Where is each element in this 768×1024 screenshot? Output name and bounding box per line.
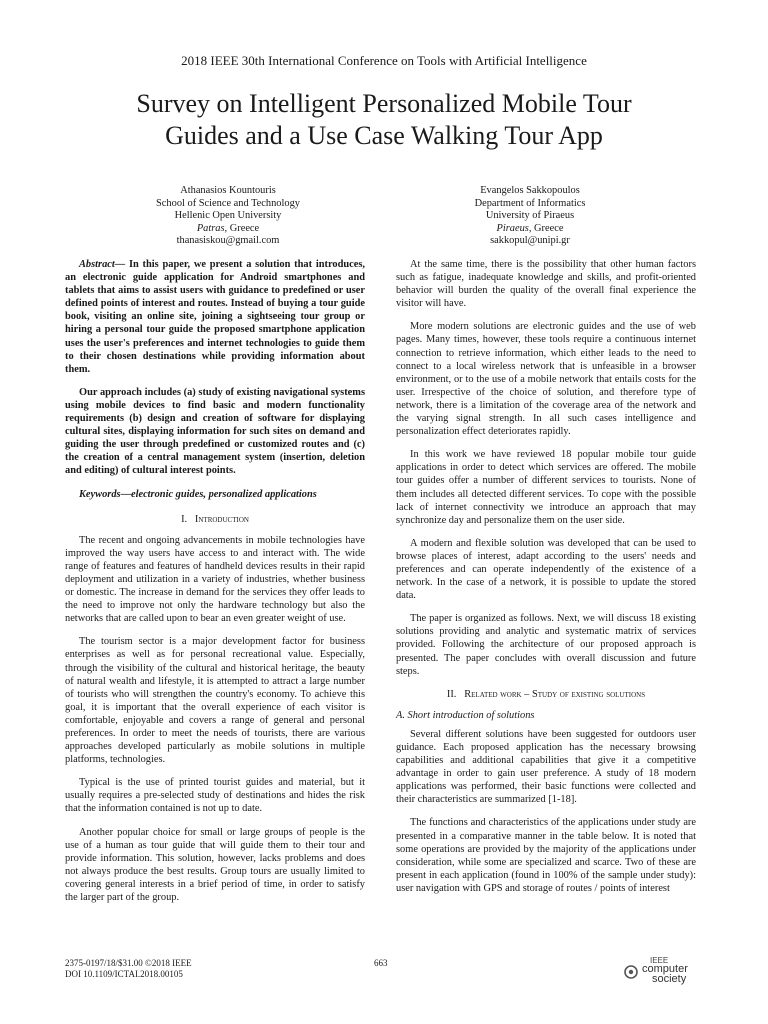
body-paragraph: The recent and ongoing advancements in mobile technologies have improved the way users have access to and interact with. The wide range of features and features of handheld devices results in their rapid deployment and utilization in a variety of industries, whether business or domestic. The increase in demand for the services they offer leads to the need to improve not only the hardware technology but also the networks that are called upon to bear an even greater weight of use. (65, 534, 365, 625)
author-school: Department of Informatics (474, 197, 586, 209)
author-location (430, 223, 630, 236)
author-country: , Greece (528, 222, 564, 234)
footer-doi: DOI 10.1109/ICTAI.2018.00105 (65, 969, 183, 979)
author-block-2 (430, 185, 630, 248)
author-city: Piraeus (496, 222, 529, 234)
computer-society-logo (622, 956, 702, 984)
body-paragraph: A modern and flexible solution was developed that can be used to browse places of interest, adapt according to the users' needs and preferences and can operate independently of the existence of a network. In the case of a network, it is possible to update the stored data. (396, 537, 696, 602)
author-email: thanasiskou@gmail.com (176, 235, 280, 247)
conference-header: 2018 IEEE 30th International Conference on Tools with Artificial Intelligence (181, 53, 587, 68)
author-university: University of Piraeus (485, 210, 575, 222)
author-country: , Greece (224, 222, 260, 234)
author-city: Patras (196, 222, 225, 234)
abstract-paragraph-1 (65, 258, 365, 376)
logo-ieee-text: IEEE (650, 956, 669, 965)
author-name: Evangelos Sakkopoulos (480, 185, 580, 196)
author-name: Athanasios Kountouris (180, 185, 276, 196)
keywords: Keywords—electronic guides, personalized applications (79, 488, 317, 500)
right-column (396, 258, 696, 905)
body-paragraph: In this work we have reviewed 18 popular mobile tour guide applications in order to detect which services are offered. The mobile tour guides offer a number of different services to tourists. None of them includes all detected different services. To cope with the possible lack of internet connectivity we introduce an approach that may synchronize day and personalize them on the user side. (396, 449, 696, 526)
section-title: Related work – Study of existing solutions (464, 688, 646, 700)
body-paragraph: Another popular choice for small or large groups of people is the use of a human as tour guide that will guide them to their tour and provide information. This solution, however, lacks problems and does not always produce the best results. Group tours are usually limited to covering general interests in a brief period of time, in order to satisfy the larger part of the group. (65, 826, 365, 904)
body-paragraph: Several different solutions have been suggested for outdoors user guidance. Each proposed application has the necessary browsing capabilities and additional capabilities that give it a competitive advantage in order to gain user preference. A study of 18 modern applications was performed, their basic functions were collected and their characteristics are summarized [1-18]. (396, 728, 696, 806)
footer-issn: 2375-0197/18/$31.00 ©2018 IEEE (65, 958, 192, 968)
body-paragraph: The paper is organized as follows. Next, we will discuss 18 existing solutions providing and analytic and systematic matrix of services provided. Following the architecture of our proposed approach is presented. The paper concludes with overall discussion and future steps. (396, 613, 696, 677)
abstract-paragraph-2: Our approach includes (a) study of existing navigational systems using mobile devices to find basic and modern functionality requirements (b) design and creation of software for displaying cultural sites, displaying information for such sites on demand and guiding the user through predefined or customized routes and (c) the creation of a central management system (insertion, deletion and editing) of cultural interest points. (65, 386, 365, 477)
section-heading-introduction (65, 513, 365, 526)
logo-text-line-2: society (652, 973, 687, 985)
title-line-2: Guides and a Use Case Walking Tour App (165, 121, 603, 150)
page-number: 663 (374, 958, 388, 968)
abstract-text: In this paper, we present a solution that introduces, an electronic guide application for Android smartphones and tablets that aims to assist users with guidance to predefined or user defined points of interest and routes. Instead of buying a tour guide book, visiting an online site, joining a sightseeing tour group or hiring a personal tour guide the proposed smartphone application uses the user's preferences and internet technologies to guide them to their chosen destinations while providing information about them. (65, 259, 365, 375)
computer-society-mark-icon (624, 965, 638, 979)
footer-copyright (65, 958, 192, 980)
paper-title (60, 88, 708, 152)
author-block-1 (128, 185, 328, 248)
section-number: I. (181, 513, 188, 525)
subsection-heading: A. Short introduction of solutions (396, 709, 535, 721)
title-line-1: Survey on Intelligent Personalized Mobile Tour (136, 89, 632, 118)
body-paragraph: The tourism sector is a major development factor for business enterprises as well as for personal recreational value. Especially, through the visibility of the cultural and historical heritage, the beauty of natural wealth and lifestyle, it is attempted to attract a large number of tourists who will strengthen the country's economy. To achieve this goal, it is important that the overall experience of each visitor is comfortable, enjoyable and covers a range of general and personal preferences. In order to meet the needs of tourists, there are various approaches developed particularly as mobile solutions in multiple platforms, technologies. (65, 636, 365, 766)
left-column (65, 258, 365, 914)
section-title: Introduction (194, 513, 249, 525)
author-location (128, 223, 328, 236)
body-paragraph: More modern solutions are electronic guides and the use of web pages. Many times, however, these tools require a continuous internet connection to retrieve information, which either leads to the need to connect to a local wireless network that is unfeasible in a browser environment, or to the use of a mobile network that entails costs for the user. Irrespective of the choice of solution, and therefore type of network, there is a limitation of the coverage area of the network and the varying signal strength. In all such cases intelligence and personalization effect deteriorates rapidly. (396, 321, 696, 438)
body-paragraph: At the same time, there is the possibility that other human factors such as fatigue, inadequate knowledge and skills, and profit-oriented behavior will burden the quality of the overall final experience the visitor will have. (396, 259, 696, 310)
body-paragraph: The functions and characteristics of the applications under study are presented in a comparative manner in the table below. It is noted that some operations are provided by the majority of the applications under consideration, while some are specialized and scarce. Two of these are present in each application (found in 100% of the sample under study): user navigation with GPS and storage of routes / points of interest (396, 817, 696, 894)
section-heading-related-work (396, 688, 696, 701)
body-paragraph: Typical is the use of printed tourist guides and material, but it usually requires a pre-selected study of destinations and hides the risk that the information contained is not up to date. (65, 777, 365, 815)
author-email: sakkopul@unipi.gr (490, 235, 570, 247)
logo-text-line-1: computer (642, 963, 688, 975)
author-university: Hellenic Open University (174, 210, 282, 222)
abstract-label: Abstract— (79, 259, 126, 270)
author-school: School of Science and Technology (156, 197, 300, 209)
section-number: II. (446, 688, 457, 700)
